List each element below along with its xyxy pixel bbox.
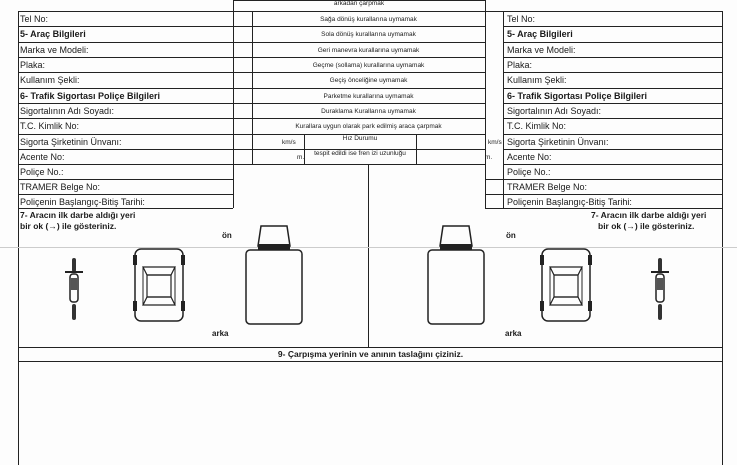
right-sirket[interactable]: Sigorta Şirketinin Ünvanı: (507, 137, 609, 147)
right-rear-label: arka (505, 329, 522, 338)
brake-mark-length: tespit edildi ise fren izi uzunluğu (314, 150, 406, 157)
sketch-title: 9- Çarpışma yerinin ve anının taslağını çiziniz. (277, 349, 464, 359)
right-kullanim[interactable]: Kullanım Şekli: (507, 75, 567, 85)
right-sigortali[interactable]: Sigortalının Adı Soyadı: (507, 106, 602, 116)
left-section-5: 5- Araç Bilgileri (20, 29, 86, 39)
left-damage-title-1: 7- Aracın ilk darbe aldığı yeri (20, 210, 136, 220)
left-rear-label: arka (212, 329, 229, 338)
left-front-label: ön (222, 231, 232, 240)
sketch-area[interactable] (19, 362, 722, 465)
brake-unit-left: m. (297, 154, 305, 161)
middle-row-1[interactable]: Sağa dönüş kurallarına uymamak (320, 16, 417, 23)
left-acente[interactable]: Acente No: (20, 152, 65, 162)
middle-row-7[interactable]: Duraklama Kurallarına uymamak (321, 108, 416, 115)
right-front-label: ön (506, 231, 516, 240)
left-marka[interactable]: Marka ve Modeli: (20, 45, 89, 55)
left-tramer[interactable]: TRAMER Belge No: (20, 182, 101, 192)
right-damage-title-2: bir ok (→) ile gösteriniz. (598, 221, 695, 231)
right-acente[interactable]: Acente No: (507, 152, 552, 162)
left-police[interactable]: Poliçe No.: (20, 167, 64, 177)
speed-unit-right: km/s (488, 139, 502, 146)
right-damage-title-1: 7- Aracın ilk darbe aldığı yeri (591, 210, 707, 220)
right-motorcycle-icon[interactable] (648, 256, 672, 324)
middle-row-8[interactable]: Kurallara uygun olarak park edilmiş araca çarpmak (295, 123, 442, 130)
left-baslangic[interactable]: Poliçenin Başlangıç-Bitiş Tarihi: (20, 197, 145, 207)
middle-top-row: arkadan çarpmak (333, 0, 385, 7)
left-sirket[interactable]: Sigorta Şirketinin Ünvanı: (20, 137, 122, 147)
right-section-5: 5- Araç Bilgileri (507, 29, 573, 39)
speed-status: Hız Durumu (342, 135, 378, 142)
speed-unit-left: km/s (282, 139, 296, 146)
left-damage-title-2: bir ok (→) ile gösteriniz. (20, 221, 117, 231)
left-tel[interactable]: Tel No: (20, 14, 49, 24)
brake-unit-right: m. (485, 154, 493, 161)
left-kullanim[interactable]: Kullanım Şekli: (20, 75, 80, 85)
left-motorcycle-icon[interactable] (62, 256, 86, 324)
middle-row-4[interactable]: Geçme (sollama) kurallarına uymamak (312, 62, 425, 69)
middle-row-2[interactable]: Sola dönüş kurallarına uymamak (321, 31, 416, 38)
right-section-6: 6- Trafik Sigortası Poliçe Bilgileri (507, 91, 648, 101)
right-plaka[interactable]: Plaka: (507, 60, 533, 70)
right-truck-icon[interactable] (426, 224, 486, 326)
right-tc[interactable]: T.C. Kimlik No: (507, 121, 567, 131)
right-tel[interactable]: Tel No: (507, 14, 536, 24)
right-marka[interactable]: Marka ve Modeli: (507, 45, 576, 55)
left-section-6: 6- Trafik Sigortası Poliçe Bilgileri (20, 91, 161, 101)
middle-row-5[interactable]: Geçiş önceliğine uymamak (329, 77, 408, 84)
left-car-top-icon[interactable] (133, 245, 185, 323)
middle-row-3[interactable]: Geri manevra kurallarına uymamak (317, 47, 420, 54)
right-baslangic[interactable]: Poliçenin Başlangıç-Bitiş Tarihi: (507, 197, 632, 207)
left-plaka[interactable]: Plaka: (20, 60, 46, 70)
right-police[interactable]: Poliçe No.: (507, 167, 551, 177)
right-tramer[interactable]: TRAMER Belge No: (507, 182, 588, 192)
left-truck-icon[interactable] (244, 224, 304, 326)
right-car-top-icon[interactable] (540, 245, 592, 323)
middle-row-6[interactable]: Parketme kurallarına uymamak (323, 93, 414, 100)
left-sigortali[interactable]: Sigortalının Adı Soyadı: (20, 106, 115, 116)
left-tc[interactable]: T.C. Kimlik No: (20, 121, 80, 131)
